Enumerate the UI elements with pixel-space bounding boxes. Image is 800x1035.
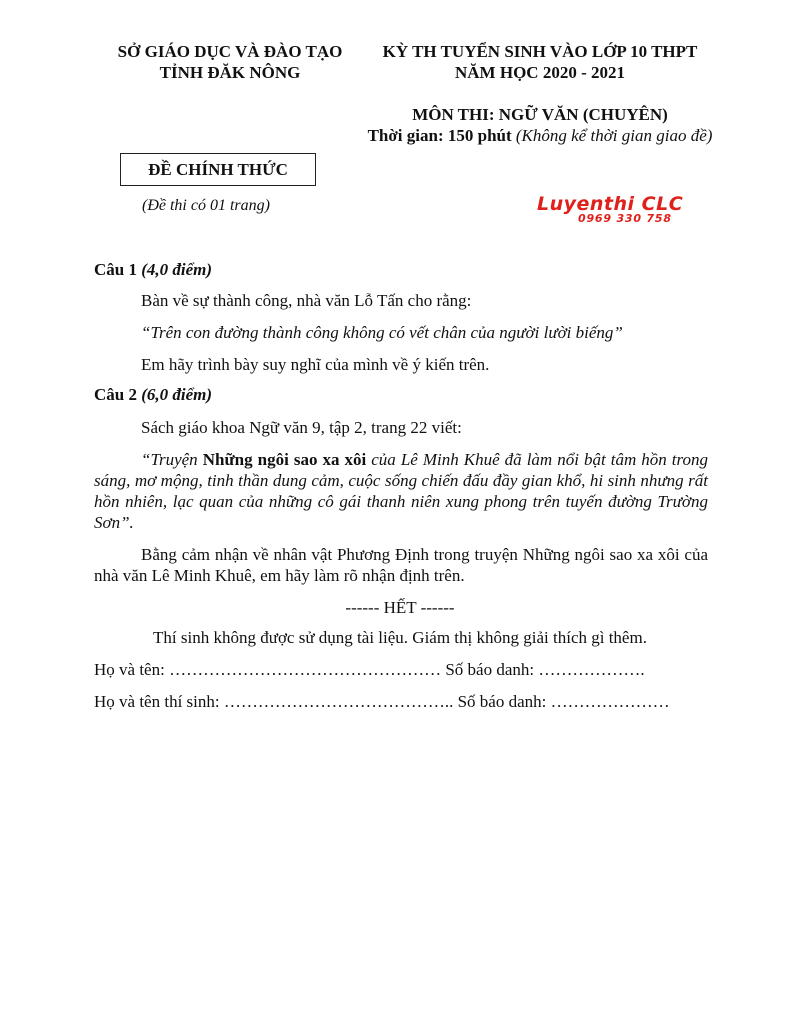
quote-body: của Lê Minh Khuê đã làm nổi bật tâm hồn trong sáng, mơ mộng, tinh thần dung cảm, cuộc sống chiến đấu đầy gian khổ, hi sinh nhưng rất hồn nhiên, lạc quan của những cô gái thanh niên xung phong trên tuyến đường Trường Sơn”. (94, 450, 709, 532)
quote-prefix: “Truyện (141, 450, 203, 469)
exam-header (360, 41, 720, 83)
question-2-heading (94, 385, 212, 405)
name-fill-line-1: Họ và tên: ………………………………………… Số báo danh: ………………. (94, 660, 645, 679)
story-title: Những ngôi sao xa xôi (202, 450, 367, 469)
department-line-2: TỈNH ĐĂK NÔNG (159, 63, 301, 82)
watermark-name: Luyenthi CLC (537, 193, 684, 215)
official-exam-box (120, 153, 316, 186)
time-line (360, 125, 720, 146)
exam-title-line-2: NĂM HỌC 2020 - 2021 (455, 63, 625, 82)
time-note: (Không kể thời gian giao đề) (515, 126, 713, 145)
exam-note: Thí sinh không được sử dụng tài liệu. Giám thị không giải thích gì thêm. (153, 628, 647, 647)
page-count-note: (Đề thi có 01 trang) (142, 197, 270, 214)
question-1-heading (94, 260, 212, 280)
question-1-intro: Bàn về sự thành công, nhà văn Lỗ Tấn cho rằng: (141, 291, 472, 310)
department-line-1: SỞ GIÁO DỤC VÀ ĐÀO TẠO (117, 42, 343, 61)
question-1-quote: “Trên con đường thành công không có vết chân của người lười biếng” (141, 323, 623, 342)
question-2-points: (6,0 điểm) (141, 385, 213, 404)
subject-title: MÔN THI: NGỮ VĂN (CHUYÊN) (412, 105, 668, 124)
official-exam-label: ĐỀ CHÍNH THỨC (148, 159, 288, 179)
watermark-phone: 0969 330 758 (578, 212, 672, 225)
subject-block (360, 104, 720, 146)
question-2-quote (94, 449, 708, 533)
name-fill-line-2: Họ và tên thí sinh: ………………………………….. Số báo danh: ………………… (94, 692, 670, 711)
question-1-label: Câu 1 (94, 260, 137, 279)
time-label: Thời gian: 150 phút (367, 126, 512, 145)
exam-title-line-1: KỲ TH TUYỂN SINH VÀO LỚP 10 THPT (382, 42, 698, 61)
question-2-task: Bằng cảm nhận về nhân vật Phương Định trong truyện Những ngôi sao xa xôi của nhà văn Lê Minh Khuê, em hãy làm rõ nhận định trên. (94, 545, 708, 585)
question-2-intro: Sách giáo khoa Ngữ văn 9, tập 2, trang 22 viết: (141, 418, 462, 437)
question-1-task: Em hãy trình bày suy nghĩ của mình về ý kiến trên. (141, 355, 490, 374)
question-1-points: (4,0 điểm) (141, 260, 213, 279)
question-2-label: Câu 2 (94, 385, 137, 404)
end-marker: ------ HẾT ------ (345, 598, 455, 617)
department-header (95, 41, 365, 83)
